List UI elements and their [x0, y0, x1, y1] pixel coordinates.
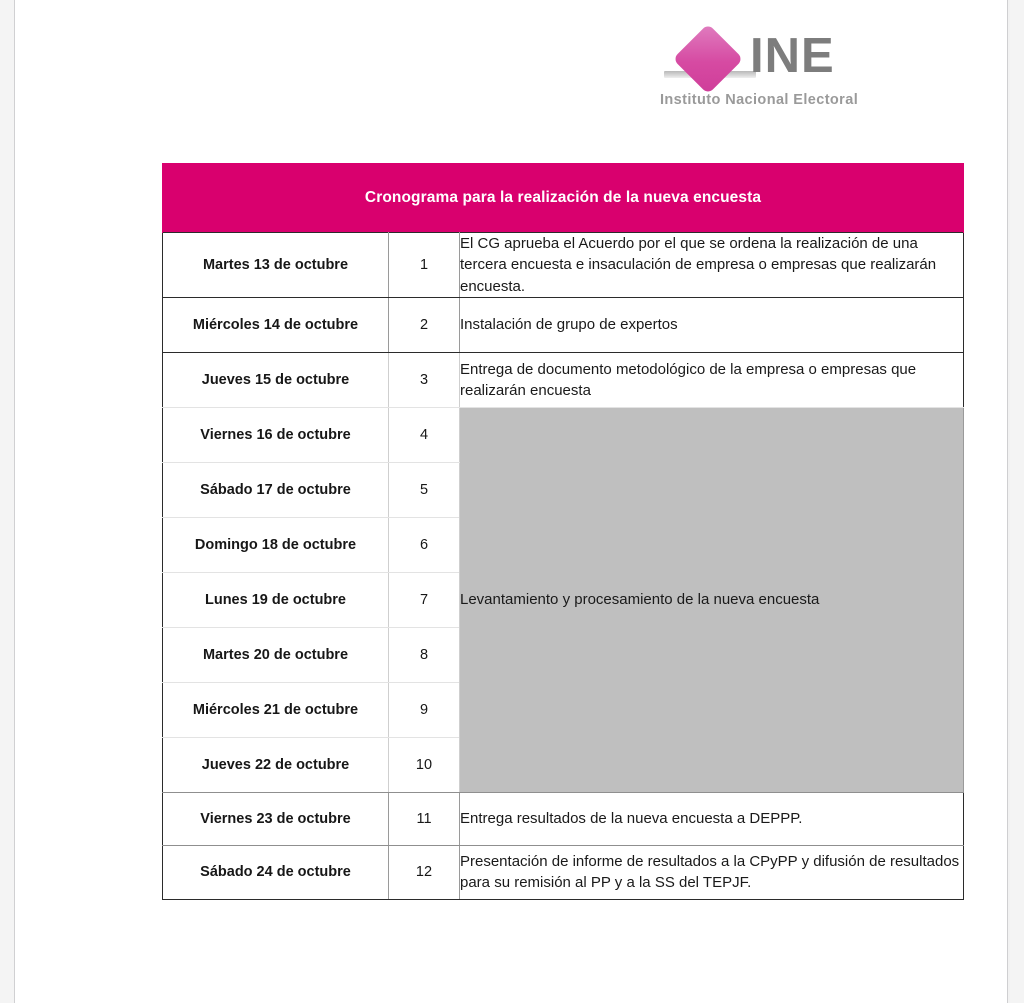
- row-number: 12: [389, 845, 460, 899]
- merged-activity-cell: Levantamiento y procesamiento de la nueva encuesta: [460, 407, 964, 792]
- table-row: [163, 407, 964, 462]
- document-page: [14, 0, 1008, 1003]
- logo-pink-diamond-icon: [673, 24, 744, 95]
- table-row: [163, 297, 964, 352]
- logo-subtitle: Instituto Nacional Electoral: [660, 92, 859, 108]
- row-number: 9: [389, 682, 460, 737]
- table-title: Cronograma para la realización de la nueva encuesta: [163, 164, 964, 233]
- row-day: Domingo 18 de octubre: [163, 517, 389, 572]
- ine-logo: [652, 28, 902, 118]
- row-number: 8: [389, 627, 460, 682]
- row-number: 2: [389, 297, 460, 352]
- row-activity: Entrega resultados de la nueva encuesta a DEPPP.: [460, 792, 964, 845]
- row-day: Martes 13 de octubre: [163, 233, 389, 298]
- row-day: Viernes 23 de octubre: [163, 792, 389, 845]
- table-row: [163, 352, 964, 407]
- row-day: Jueves 15 de octubre: [163, 352, 389, 407]
- row-day: Jueves 22 de octubre: [163, 737, 389, 792]
- row-day: Miércoles 21 de octubre: [163, 682, 389, 737]
- row-day: Lunes 19 de octubre: [163, 572, 389, 627]
- row-number: 3: [389, 352, 460, 407]
- row-number: 6: [389, 517, 460, 572]
- row-number: 7: [389, 572, 460, 627]
- row-day: Viernes 16 de octubre: [163, 407, 389, 462]
- table-row: [163, 792, 964, 845]
- row-activity: Instalación de grupo de expertos: [460, 297, 964, 352]
- cronograma-table-wrap: [162, 163, 963, 900]
- row-number: 5: [389, 462, 460, 517]
- row-number: 1: [389, 233, 460, 298]
- page-right-margin: [1010, 0, 1024, 1003]
- table-row: [163, 233, 964, 298]
- row-number: 4: [389, 407, 460, 462]
- row-activity: Entrega de documento metodológico de la empresa o empresas que realizarán encuesta: [460, 352, 964, 407]
- cronograma-table: [162, 163, 964, 900]
- table-title-row: [163, 164, 964, 233]
- logo-wordmark: INE: [750, 29, 835, 83]
- row-day: Martes 20 de octubre: [163, 627, 389, 682]
- row-day: Sábado 17 de octubre: [163, 462, 389, 517]
- row-number: 10: [389, 737, 460, 792]
- row-number: 11: [389, 792, 460, 845]
- table-row: [163, 845, 964, 899]
- row-day: Miércoles 14 de octubre: [163, 297, 389, 352]
- row-day: Sábado 24 de octubre: [163, 845, 389, 899]
- row-activity: El CG aprueba el Acuerdo por el que se ordena la realización de una tercera encuesta e insaculación de empresa o empresas que realizarán encuesta.: [460, 233, 964, 298]
- row-activity: Presentación de informe de resultados a la CPyPP y difusión de resultados para su remisión al PP y a la SS del TEPJF.: [460, 845, 964, 899]
- page-left-margin: [0, 0, 14, 1003]
